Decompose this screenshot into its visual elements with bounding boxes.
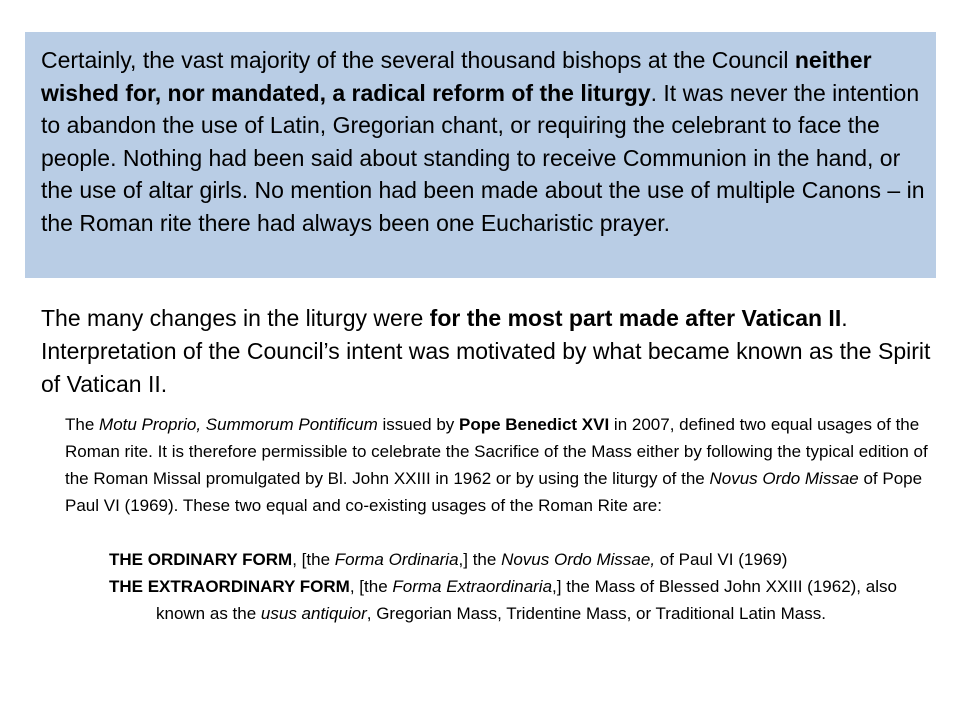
- highlighted-paragraph: [25, 32, 936, 278]
- form1-text-1: , [the: [292, 550, 335, 569]
- para3-bold-pope: Pope Benedict XVI: [459, 415, 610, 434]
- spacer: [65, 519, 945, 546]
- para3-text-2: issued by: [377, 415, 459, 434]
- para3-italic-2: Novus Ordo Missae: [709, 469, 859, 488]
- para2-text-2: . Interpretation of the Council’s intent was motivated by what became known as the Spirit of Vatican II.: [41, 305, 931, 397]
- form1-text-2: ,] the: [458, 550, 502, 569]
- ordinary-form-item: [109, 546, 945, 573]
- box-text-2: . It was never the intention to abandon the use of Latin, Gregorian chant, or requiring the celebrant to face the people. Nothing had been said about standing to receive Communion in the hand, or the use of altar girls. No mention had been made about the use of multiple Canons – in the Roman rite there had always been one Eucharistic prayer.: [41, 79, 925, 236]
- form2-text-1: , [the: [349, 577, 393, 596]
- motu-proprio-section: [65, 411, 945, 627]
- form1-italic-2: Novus Ordo Missae,: [501, 550, 656, 569]
- extraordinary-form-label: THE EXTRAORDINARY FORM: [109, 577, 350, 596]
- form2-italic-1: Forma Extraordinaria: [392, 577, 553, 596]
- para3-text-1: The: [65, 415, 100, 434]
- ordinary-form-label: THE ORDINARY FORM: [109, 550, 293, 569]
- form2-italic-2: usus antiquior: [260, 604, 367, 623]
- box-text-1: Certainly, the vast majority of the several thousand bishops at the Council: [41, 47, 795, 73]
- para2-bold-text: for the most part made after Vatican II: [429, 305, 842, 331]
- liturgy-changes-paragraph: [41, 302, 941, 401]
- box-bold-text: neither wished for, nor mandated, a radical reform of the liturgy: [41, 47, 872, 106]
- motu-proprio-paragraph: [65, 411, 945, 519]
- form1-italic-1: Forma Ordinaria: [334, 550, 459, 569]
- form2-text-2: ,] the Mass of Blessed John XXIII (1962), also known as the: [156, 577, 897, 623]
- extraordinary-form-item: [109, 573, 945, 627]
- form2-text-3: , Gregorian Mass, Tridentine Mass, or Traditional Latin Mass.: [366, 604, 826, 623]
- para3-text-4: of Pope Paul VI (1969). These two equal and co-existing usages of the Roman Rite are:: [65, 469, 923, 515]
- para3-text-3: in 2007, defined two equal usages of the Roman rite. It is therefore permissible to celebrate the Sacrifice of the Mass either by following the typical edition of the Roman Missal promulgated by Bl. John XXIII in 1962 or by using the liturgy of the: [65, 415, 928, 488]
- form1-text-3: of Paul VI (1969): [655, 550, 788, 569]
- para2-text-1: The many changes in the liturgy were: [41, 305, 430, 331]
- para3-italic-1: Motu Proprio, Summorum Pontificum: [99, 415, 378, 434]
- forms-list: [109, 546, 945, 627]
